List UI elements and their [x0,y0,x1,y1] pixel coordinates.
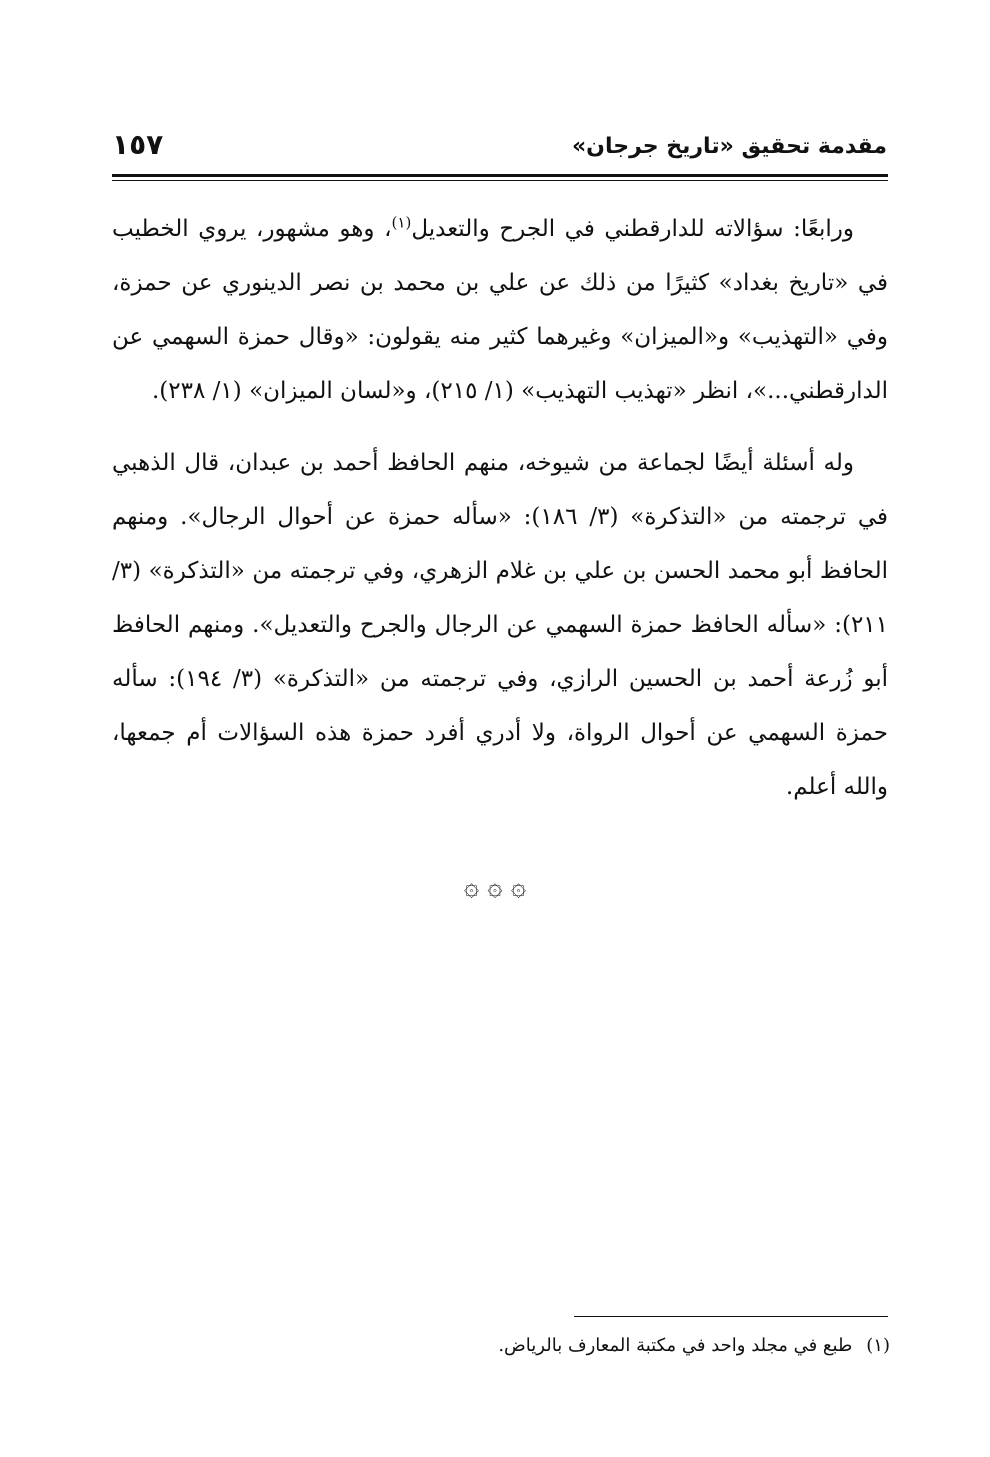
footnote [300,1330,890,1362]
footnote-number: (١) [866,1335,890,1356]
running-header [112,128,887,176]
header-rule-thin [112,180,888,181]
paragraph-2: وله أسئلة أيضًا لجماعة من شيوخه، منهم الحافظ أحمد بن عبدان، قال الذهبي في ترجمته من «التذكرة» (٣/ ١٨٦): «سأله حمزة عن أحوال الرجال». ومنهم الحافظ أبو محمد الحسن بن علي بن غلام الزهري، وفي ترجمته من «التذكرة» (٣/ ٢١١): «سأله الحافظ حمزة السهمي عن الرجال والجرح والتعديل». ومنهم الحافظ أبو زُرعة أحمد بن الحسين الرازي، وفي ترجمته من «التذكرة» (٣/ ١٩٤): سأله حمزة السهمي عن أحوال الرواة، ولا أدري أفرد حمزة هذه السؤالات أم جمعها، والله أعلم. [112,450,889,800]
paragraph-1-text-end: ، وهو مشهور، يروي الخطيب في «تاريخ بغداد» كثيرًا من ذلك عن علي بن محمد بن نصر الدينوري عن حمزة، وفي «التهذيب» و«الميزان» وغيرهما كثير منه يقولون: «وقال حمزة السهمي عن الدارقطني...»، انظر «تهذيب التهذيب» (١/ ٢١٥)، و«لسان الميزان» (١/ ٢٣٨). [112,216,888,404]
paragraph-1 [112,202,888,418]
header-rule-thick [112,174,888,177]
header-title: مقدمة تحقيق «تاريخ جرجان» [571,134,887,159]
footnote-text: طبع في مجلد واحد في مكتبة المعارف بالرياض. [498,1335,853,1356]
body-text [112,202,888,814]
footnote-separator [574,1316,888,1317]
paragraph-1-text-start: ورابعًا: سؤالاته للدارقطني في الجرح والتعديل [411,216,854,242]
footnote-reference: (١) [391,213,412,232]
page-number: ١٥٧ [112,128,164,161]
section-ornament: ۞ ۞ ۞ [463,872,527,902]
